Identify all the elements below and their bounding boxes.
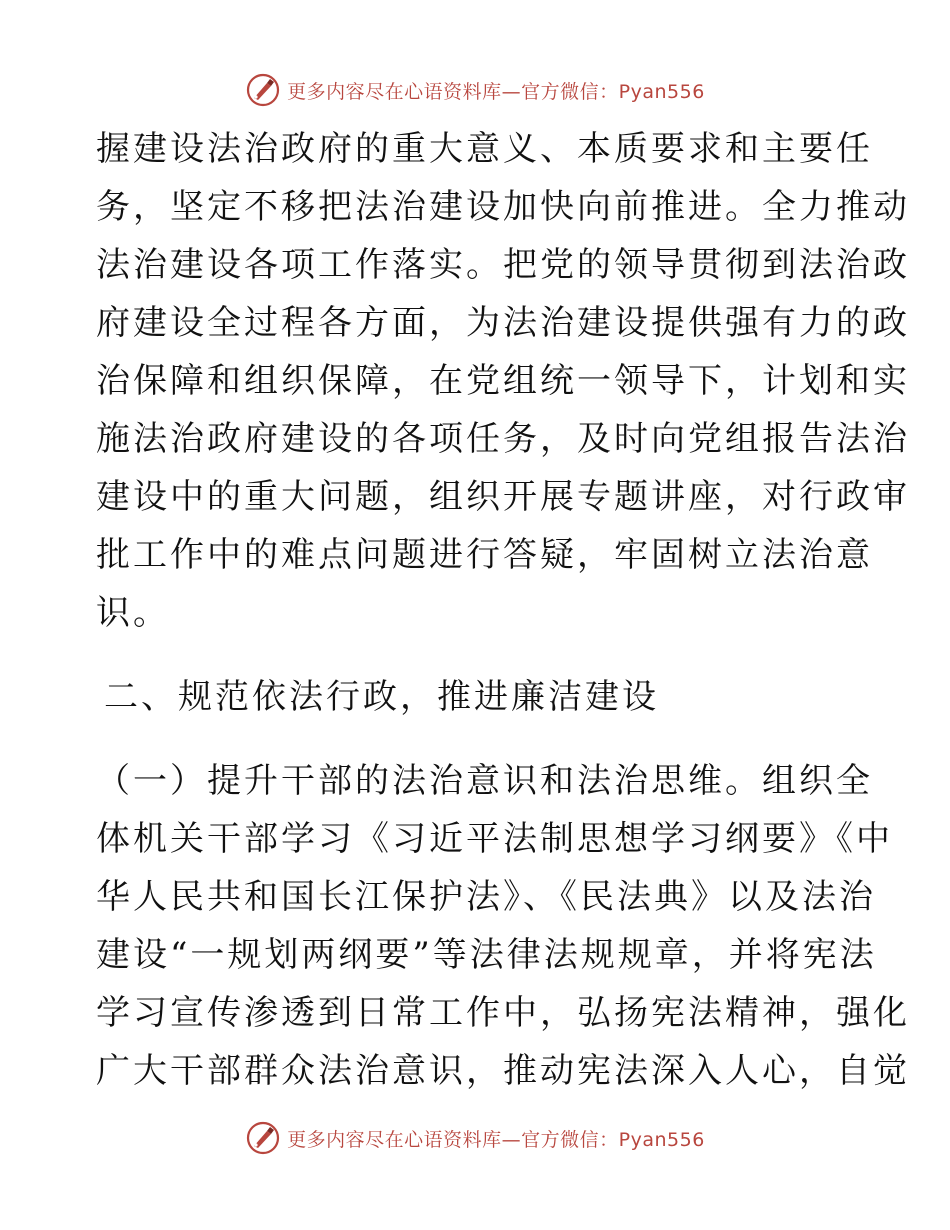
text-line: 批工作中的难点问题进行答疑，牢固树立法治意 (96, 535, 873, 575)
watermark-text: 更多内容尽在心语资料库—官方微信：Pyan556 (287, 80, 705, 103)
pen-logo-icon (245, 72, 281, 108)
paragraph-2 (96, 752, 910, 1100)
text-line: 华人民共和国长江保护法》、《民法典》以及法治 (96, 877, 876, 917)
paragraph-1 (96, 120, 910, 642)
pen-logo-icon (245, 1120, 281, 1156)
text-line: 识。 (96, 593, 170, 633)
text-line: 建设“一规划两纲要”等法律法规规章，并将宪法 (96, 935, 877, 975)
text-line: 务，坚定不移把法治建设加快向前推进。全力推动 (96, 187, 910, 227)
watermark-text: 更多内容尽在心语资料库—官方微信：Pyan556 (287, 1128, 705, 1151)
document-body (96, 120, 910, 1100)
text-line: 施法治政府建设的各项任务，及时向党组报告法治 (96, 419, 910, 459)
text-line: 府建设全过程各方面，为法治建设提供强有力的政 (96, 303, 910, 343)
footer-watermark (0, 1118, 950, 1158)
header-watermark (0, 70, 950, 110)
section-heading: 二、规范依法行政，推进廉洁建设 (104, 677, 659, 717)
text-line: 建设中的重大问题，组织开展专题讲座，对行政审 (96, 477, 910, 517)
text-line: （一）提升干部的法治意识和法治思维。组织全 (96, 761, 873, 801)
text-line: 治保障和组织保障，在党组统一领导下，计划和实 (96, 361, 910, 401)
text-line: 学习宣传渗透到日常工作中，弘扬宪法精神，强化 (96, 993, 910, 1033)
text-line: 体机关干部学习《习近平法制思想学习纲要》《中 (96, 819, 893, 859)
text-line: 广大干部群众法治意识，推动宪法深入人心，自觉 (96, 1051, 910, 1091)
text-line: 握建设法治政府的重大意义、本质要求和主要任 (96, 129, 873, 169)
text-line: 法治建设各项工作落实。把党的领导贯彻到法治政 (96, 245, 910, 285)
